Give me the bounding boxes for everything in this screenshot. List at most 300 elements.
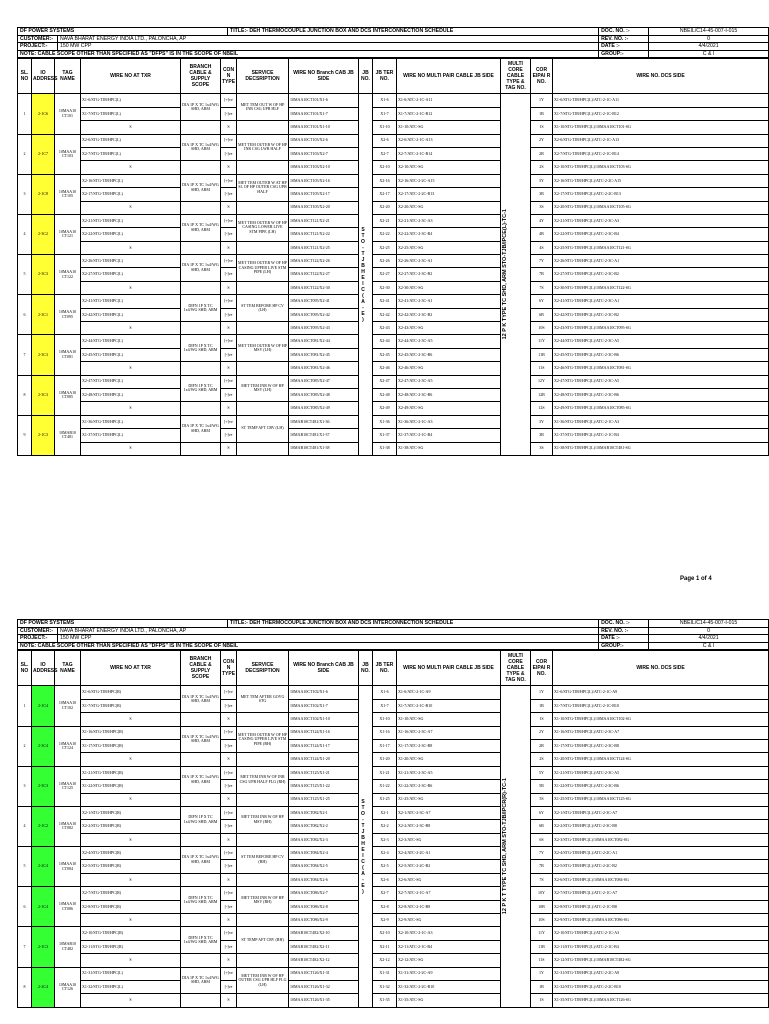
wire-no-branch: 10MAA10CT105/X2-17 (289, 188, 359, 201)
core-pair-no: 1B (531, 699, 553, 712)
wire-no-branch: 10MAA10CT082/X2-3 (289, 833, 359, 846)
col-header-branch: BRANCH CABLE & SUPPLY SCOPE (181, 651, 221, 686)
service-description: MET TEM OUTER W OF HP MSV (LH) (237, 335, 289, 362)
jb-terminal: X1-17 (373, 739, 397, 752)
document-title: TITLE:- DEH THERMOCOUPLE JUNCTION BOX AND DCS INTERCONNECTION SCHEDULE (228, 28, 599, 36)
col-header-wire_multi: WIRE NO MULTI PAIR CABLE JB SIDE (397, 651, 501, 686)
core-pair-no: 5Y (531, 766, 553, 779)
wire-no-txr: X1-36/STG-TJB/HPC(L) (81, 415, 181, 428)
core-pair-no: 3Y (531, 415, 553, 428)
wire-no-multipair: X1-17/ATC-2-3C-B8 (397, 739, 501, 752)
jb-terminal: X2-21 (373, 214, 397, 227)
branch-cable-shield (181, 201, 221, 214)
branch-cable-shield (181, 793, 221, 806)
branch-cable-shield (181, 402, 221, 415)
branch-cable: DIA 1P X TC 1x4/WG SHD, ARM (181, 214, 221, 241)
jb-terminal: X1-35 (373, 994, 397, 1007)
wire-no-branch: 10MAA10CT101/X1-6 (289, 94, 359, 107)
table-row (18, 188, 769, 201)
wire-no-branch: 10MAA10CT085/X2-48 (289, 388, 359, 401)
wire-no-branch: 10MAA10CT081/X2-46 (289, 362, 359, 375)
tag-name: 10MAA10 CT125 (55, 766, 81, 806)
wire-no-multipair: X2-7/ATC-2-1C-B14 (397, 147, 501, 160)
branch-cable: DIA 1P X TC 1x4/WG SHD, ARM (181, 174, 221, 201)
core-pair-no: 1Y (531, 967, 553, 980)
service-description-blank (237, 402, 289, 415)
core-pair-no: 2S (531, 161, 553, 174)
wire-no-branch: 10MAA10CT121/X2-22 (289, 228, 359, 241)
jb-terminal: X1-25 (373, 793, 397, 806)
wire-no-dcs: X1-6/STG-TJB/HPC(L)/ATC-2-1C-A9 (553, 686, 769, 699)
branch-cable: DIA 1P X TC 1x4/WG SHD, ARM (181, 255, 221, 282)
jb-terminal: X2-26 (373, 255, 397, 268)
service-description: MET TEM OUTER W OF HP CASING UPPER LIVE STM PIPE (RH) (237, 726, 289, 753)
wire-no-dcs: X2-9/STG-TJB/HPC(L)/10MAA10CT086-SG (553, 914, 769, 927)
branch-cable: DIFN 1P X TC 1x4/WG SHD, ARM (181, 295, 221, 322)
wire-no-txr: S (81, 161, 181, 174)
wire-no-dcs: X2-7/STG-TJB/HPC(L)/ATC-2-1C-A7 (553, 887, 769, 900)
connection-type: [-]ve (221, 107, 237, 120)
connection-type: S (221, 442, 237, 455)
wire-no-txr: X1-6/STG-TJB/HPC(L) (81, 94, 181, 107)
connection-type: [+]ve (221, 887, 237, 900)
branch-cable: DIFN 1P X TC 1x4/WG SHD, ARM (181, 335, 221, 362)
connection-type: S (221, 793, 237, 806)
wire-no-branch: 10MAA10CT124/X1-16 (289, 726, 359, 739)
jb-terminal: X1-10 (373, 713, 397, 726)
jb-terminal: X1-7 (373, 107, 397, 120)
branch-cable-shield (181, 713, 221, 726)
wire-no-multipair: X1-7/ATC-2-1C-B10 (397, 699, 501, 712)
wire-no-branch: 10MAA10CT081/X2-45 (289, 348, 359, 361)
wire-no-multipair: X2-8/ATC-2-1C-B8 (397, 900, 501, 913)
table-row (18, 442, 769, 455)
core-pair-no: 2B (531, 739, 553, 752)
jb-terminal: X1-37 (373, 429, 397, 442)
wire-no-dcs: X2-25/STG-TJB/HPC(L)/10MAA10CT121-SG (553, 241, 769, 254)
core-pair-no: 10Y (531, 887, 553, 900)
wire-no-dcs: X2-10/STG-TJB/HPC(L)/ATC-2-1C-A3 (553, 927, 769, 940)
core-pair-no: 1B (531, 107, 553, 120)
connection-type: [+]ve (221, 174, 237, 187)
connection-type: [-]ve (221, 940, 237, 953)
core-pair-no: 12B (531, 388, 553, 401)
core-pair-no: 1S (531, 994, 553, 1007)
sl-no: 3 (18, 766, 32, 806)
wire-no-dcs: X1-25/STG-TJB/HPC(L)/10MAA10CT125-SG (553, 793, 769, 806)
table-row (18, 362, 769, 375)
wire-no-txr: X2-10/STG-TJB/HPC(R) (81, 927, 181, 940)
customer-label: CUSTOMER:- (18, 627, 58, 635)
io-address: 2-1C2 (32, 806, 55, 846)
wire-no-branch: 10MAB10CT481/X1-37 (289, 429, 359, 442)
table-row (18, 713, 769, 726)
wire-no-txr: X2-17/STG-TJB/HPC(L) (81, 188, 181, 201)
core-pair-no: 4Y (531, 214, 553, 227)
wire-no-txr: X2-11/STG-TJB/HPC(R) (81, 940, 181, 953)
wire-no-multipair: X2-49/ATC-SG (397, 402, 501, 415)
core-pair-no: 10S (531, 914, 553, 927)
connection-type: [+]ve (221, 335, 237, 348)
table-row (18, 134, 769, 147)
service-description: MET TEM OUTER W OF HP CASING UPPER LIVE STM PIPE (LH) (237, 255, 289, 282)
connection-type: [+]ve (221, 726, 237, 739)
io-address: 2-3C3 (32, 255, 55, 295)
wire-no-dcs: X2-48/STG-TJB/HPC(L)/ATC-2-3C-B6 (553, 388, 769, 401)
jb-terminal: X2-48 (373, 388, 397, 401)
wire-no-branch: 10MAA10CT085/X2-49 (289, 402, 359, 415)
wire-no-dcs: X2-42/STG-TJB/HPC(L)/ATC-2-3C-B2 (553, 308, 769, 321)
wire-no-txr: X2-4/STG-TJB/HPC(R) (81, 847, 181, 860)
wire-no-branch: 10MAA10CT105/X2-20 (289, 201, 359, 214)
jb-terminal: X2-16 (373, 174, 397, 187)
wire-no-branch: 10MAA10CT122/X2-27 (289, 268, 359, 281)
col-header-contype: CON N TYPE (221, 59, 237, 94)
io-address: 2-3C1 (32, 295, 55, 335)
wire-no-branch: 10MAA10CT101/X1-7 (289, 107, 359, 120)
core-pair-no: 11S (531, 954, 553, 967)
connection-type: S (221, 121, 237, 134)
branch-cable: DIA 1P X TC 1x4/WG SHD, ARM (181, 766, 221, 793)
multicore-cable (501, 686, 531, 1007)
table-row (18, 780, 769, 793)
connection-type: [+]ve (221, 686, 237, 699)
jb-terminal: X2-17 (373, 188, 397, 201)
col-header-jbno: JB NO. (359, 59, 373, 94)
table-row (18, 967, 769, 980)
wire-no-multipair: X1-20/ATC-SG (397, 753, 501, 766)
wire-no-multipair: X2-26/ATC-2-3C-A1 (397, 255, 501, 268)
wire-no-txr: S (81, 793, 181, 806)
wire-no-txr: X2-27/STG-TJB/HPC(L) (81, 268, 181, 281)
sl-no: 6 (18, 887, 32, 927)
service-description-blank (237, 833, 289, 846)
core-pair-no: 1S (531, 713, 553, 726)
connection-type: [-]ve (221, 739, 237, 752)
wire-no-multipair: X2-20/ATC-SG (397, 201, 501, 214)
branch-cable-shield (181, 362, 221, 375)
wire-no-branch: 10MAA10CT122/X2-30 (289, 281, 359, 294)
wire-no-branch: 10MAA10CT082/X2-2 (289, 820, 359, 833)
wire-no-txr: X2-48/STG-TJB/HPC(L) (81, 388, 181, 401)
wire-no-txr: X2-7/STG-TJB/HPC(L) (81, 147, 181, 160)
wire-no-txr: X2-1/STG-TJB/HPC(R) (81, 806, 181, 819)
branch-cable: DIA 1P X TC 1x4/WG SHD, ARM (181, 847, 221, 874)
branch-cable: DIA 1P X TC 1x4/WG SHD, ARM (181, 967, 221, 994)
tag-name: 10MAA10 CT121 (55, 214, 81, 254)
wire-no-multipair: X1-38/ATC-SG (397, 442, 501, 455)
customer-value: NAVA BHARAT ENERGY INDIA LTD., PALONCHA, AP (58, 627, 599, 635)
service-description-blank (237, 241, 289, 254)
table-row (18, 699, 769, 712)
wire-no-dcs: X1-22/STG-TJB/HPC(L)/ATC-2-3C-B6 (553, 780, 769, 793)
wire-no-txr: X2-8/STG-TJB/HPC(R) (81, 900, 181, 913)
col-header-wire_branch: WIRE NO Branch CAB JB SIDE (289, 59, 359, 94)
sl-no: 1 (18, 94, 32, 134)
service-description: MET TEM OUTER W OF HP CASING LOWER LIVE STM PIPE (LH) (237, 214, 289, 241)
customer-label: CUSTOMER:- (18, 35, 58, 43)
wire-no-branch: 10MAB10CT482/X2-10 (289, 927, 359, 940)
connection-type: S (221, 833, 237, 846)
wire-no-multipair: X2-27/ATC-2-3C-B2 (397, 268, 501, 281)
io-address: 2-2C4 (32, 967, 55, 1007)
col-header-wire_dcs: WIRE NO. DCS SIDE (553, 59, 769, 94)
connection-type: [-]ve (221, 308, 237, 321)
wire-no-branch: 10MAA10CT124/X1-20 (289, 753, 359, 766)
wire-no-multipair: X1-6/ATC-2-1C-A11 (397, 94, 501, 107)
branch-cable: DIA 1P X TC 1x4/WG SHD, ARM (181, 686, 221, 713)
table-row (18, 940, 769, 953)
wire-no-txr: S (81, 362, 181, 375)
wire-no-branch: 10MAA10CT126/X1-32 (289, 980, 359, 993)
jb-number-text: STO-TJBHEIC(A-E) (360, 798, 366, 895)
wire-no-dcs: X2-2/STG-TJB/HPC(L)/ATC-2-3C-B8 (553, 820, 769, 833)
doc-no-label: DOC. NO. :- (599, 28, 649, 36)
wire-no-multipair: X2-43/ATC-SG (397, 322, 501, 335)
connection-type: [-]ve (221, 900, 237, 913)
branch-cable-shield (181, 442, 221, 455)
wire-no-branch: 10MAA10CT084/X2-6 (289, 873, 359, 886)
core-pair-no: 2B (531, 147, 553, 160)
wire-no-dcs: X1-35/STG-TJB/HPC(L)/10MAA10CT126-SG (553, 994, 769, 1007)
connection-type: S (221, 873, 237, 886)
wire-no-branch: 10MAA10CT125/X1-22 (289, 780, 359, 793)
wire-no-dcs: X2-7/STG-TJB/HPC(L)/ATC-2-1C-B14 (553, 147, 769, 160)
wire-no-dcs: X1-16/STG-TJB/HPC(L)/ATC-2-3C-A7 (553, 726, 769, 739)
wire-no-txr: X1-21/STG-TJB/HPC(R) (81, 766, 181, 779)
rev-value: 0 (649, 627, 769, 635)
jb-terminal: X2-49 (373, 402, 397, 415)
branch-cable-shield (181, 322, 221, 335)
company-name: DF POWER SYSTEMS (18, 620, 228, 628)
doc-header (17, 619, 769, 650)
table-row (18, 255, 769, 268)
connection-type: S (221, 753, 237, 766)
io-address: 2-1C3 (32, 927, 55, 967)
connection-type: S (221, 713, 237, 726)
table-row (18, 739, 769, 752)
wire-no-txr: S (81, 873, 181, 886)
branch-cable: DIFN 1P X TC 1x4/WG SHD, ARM (181, 887, 221, 914)
table-row (18, 121, 769, 134)
wire-no-multipair: X1-32/ATC-2-2C-B10 (397, 980, 501, 993)
wire-no-multipair: X1-25/ATC-SG (397, 793, 501, 806)
service-description-blank (237, 322, 289, 335)
sl-no: 8 (18, 375, 32, 415)
wire-no-txr: S (81, 994, 181, 1007)
sl-no: 4 (18, 214, 32, 254)
wire-no-dcs: X1-6/STG-TJB/HPC(L)/ATC-2-1C-A11 (553, 94, 769, 107)
wire-no-branch: 10MAA10CT085/X2-47 (289, 375, 359, 388)
io-address: 2-1C8 (32, 174, 55, 214)
connection-type: S (221, 322, 237, 335)
connection-type: [+]ve (221, 295, 237, 308)
col-header-jbno: JB NO. (359, 651, 373, 686)
table-row (18, 847, 769, 860)
core-pair-no: 7Y (531, 847, 553, 860)
table-row (18, 793, 769, 806)
table-row (18, 887, 769, 900)
branch-cable-shield (181, 994, 221, 1007)
wire-no-txr: X2-22/STG-TJB/HPC(L) (81, 228, 181, 241)
service-description-blank (237, 201, 289, 214)
core-pair-no: 7B (531, 860, 553, 873)
branch-cable: DIA 1P X TC 1x4/WG SHD, ARM (181, 726, 221, 753)
service-description: ST TEMP AFT CRV (RH) (237, 927, 289, 954)
wire-no-branch: 10MAA10CT102/X1-10 (289, 713, 359, 726)
wire-no-txr: X1-6/STG-TJB/HPC(R) (81, 686, 181, 699)
wire-no-dcs: X1-37/STG-TJB/HPC(L)/ATC-2-1C-B4 (553, 429, 769, 442)
date-label: DATE :- (599, 635, 649, 643)
wire-no-dcs: X2-41/STG-TJB/HPC(L)/ATC-2-3C-A1 (553, 295, 769, 308)
col-header-corepair: COR EIPAI R NO. (531, 59, 553, 94)
wire-no-branch: 10MAA10CT095/X2-42 (289, 308, 359, 321)
tag-name: 10MAA10 CT101 (55, 94, 81, 134)
service-description: MET TEM INR W OF HP MSV (LH) (237, 375, 289, 402)
sl-no: 7 (18, 927, 32, 967)
service-description: MET TEM OUT W OF HP INR CSG UPR HLF (237, 94, 289, 121)
jb-terminal: X2-11 (373, 940, 397, 953)
core-pair-no: 10B (531, 900, 553, 913)
table-row (18, 388, 769, 401)
core-pair-no: 3B (531, 188, 553, 201)
tag-name: 10MAA10 CT082 (55, 806, 81, 846)
core-pair-no: 11Y (531, 335, 553, 348)
wire-no-multipair: X2-25/ATC-SG (397, 241, 501, 254)
wire-no-branch: 10MAA10CT084/X2-4 (289, 847, 359, 860)
wire-no-multipair: X1-36/ATC-2-1C-A3 (397, 415, 501, 428)
table-row (18, 94, 769, 107)
wire-no-dcs: X2-11/STG-TJB/HPC(L)/ATC-2-1C-B4 (553, 940, 769, 953)
connection-type: [-]ve (221, 228, 237, 241)
io-address: 2-1C4 (32, 686, 55, 726)
io-address: 2-3C3 (32, 766, 55, 806)
branch-cable: DIA 1P X TC 1x4/WG SHD, ARM (181, 94, 221, 121)
wire-no-dcs: X1-10/STG-TJB/HPC(L)/10MAA10CT101-SG (553, 121, 769, 134)
core-pair-no: 1Y (531, 94, 553, 107)
service-description-blank (237, 161, 289, 174)
wire-no-txr: X2-47/STG-TJB/HPC(L) (81, 375, 181, 388)
wire-no-branch: 10MAA10CT125/X1-25 (289, 793, 359, 806)
wire-no-txr: X1-7/STG-TJB/HPC(L) (81, 107, 181, 120)
core-pair-no: 3B (531, 429, 553, 442)
branch-cable-shield (181, 753, 221, 766)
jb-number-text: STO-TJBHEIC(A-E) (360, 226, 366, 323)
connection-type: [+]ve (221, 415, 237, 428)
col-header-jbter: JB TER NO. (373, 651, 397, 686)
col-header-service: SERVICE DECSRIPTION (237, 59, 289, 94)
connection-type: S (221, 241, 237, 254)
connection-type: [-]ve (221, 820, 237, 833)
core-pair-no: 1Y (531, 686, 553, 699)
wire-no-txr: S (81, 954, 181, 967)
sheet-page-1 (17, 27, 768, 456)
connection-type: S (221, 281, 237, 294)
wire-no-dcs: X1-21/STG-TJB/HPC(L)/ATC-2-3C-A5 (553, 766, 769, 779)
wire-no-multipair: X2-3/ATC-SG (397, 833, 501, 846)
table-row (18, 295, 769, 308)
sl-no: 8 (18, 967, 32, 1007)
core-pair-no: 5S (531, 793, 553, 806)
core-pair-no: 7B (531, 268, 553, 281)
service-description: MET TEM OUTER W AT HP SL OF HP OUTER CSG UPR HALF (237, 174, 289, 201)
col-header-wire_multi: WIRE NO MULTI PAIR CABLE JB SIDE (397, 59, 501, 94)
core-pair-no: 7S (531, 281, 553, 294)
wire-no-dcs: X1-20/STG-TJB/HPC(L)/10MAA10CT124-SG (553, 753, 769, 766)
tag-name: 10MAA10 CT105 (55, 174, 81, 214)
tag-name: 10MAA10 CT081 (55, 335, 81, 375)
table-row (18, 161, 769, 174)
company-name: DF POWER SYSTEMS (18, 28, 228, 36)
wire-no-multipair: X2-4/ATC-2-2C-A1 (397, 847, 501, 860)
wire-no-txr: X1-37/STG-TJB/HPC(L) (81, 429, 181, 442)
wire-no-multipair: X2-11/ATC-2-1C-B4 (397, 940, 501, 953)
table-header-row (18, 59, 769, 94)
table-row (18, 900, 769, 913)
core-pair-no: 6S (531, 833, 553, 846)
wire-no-txr: X2-16/STG-TJB/HPC(L) (81, 174, 181, 187)
col-header-jbter: JB TER NO. (373, 59, 397, 94)
wire-no-branch: 10MAB10CT482/X2-11 (289, 940, 359, 953)
core-pair-no: 11Y (531, 927, 553, 940)
branch-cable-shield (181, 954, 221, 967)
service-description: MET TEM AFTER GOVG STG (237, 686, 289, 713)
connection-type: [-]ve (221, 860, 237, 873)
service-description: MET TEM INR W OF HP OUTER CSG UPR HLF FLG (LH) (237, 967, 289, 994)
sl-no: 7 (18, 335, 32, 375)
wire-no-multipair: X2-21/ATC-2-3C-A3 (397, 214, 501, 227)
wire-no-txr: X2-45/STG-TJB/HPC(L) (81, 348, 181, 361)
jb-terminal: X2-1 (373, 806, 397, 819)
branch-cable: DIFN 1P X TC 1x4/WG SHD, ARM (181, 927, 221, 954)
sl-no: 3 (18, 174, 32, 214)
wire-no-multipair: X2-16/ATC-2-2C-A15 (397, 174, 501, 187)
interconnection-table (17, 58, 769, 456)
doc-no-value: NBEIL/C14-45-007-I-015 (649, 28, 769, 36)
wire-no-dcs: X2-46/STG-TJB/HPC(L)/10MAA10CT081-SG (553, 362, 769, 375)
core-pair-no: 11B (531, 348, 553, 361)
note-text: NOTE: CABLE SCOPE OTHER THAN SPECIFIED AS "DFPS" IS IN THE SCOPE OF NBEIL (18, 642, 599, 650)
connection-type: [-]ve (221, 268, 237, 281)
table-row (18, 766, 769, 779)
connection-type: [-]ve (221, 780, 237, 793)
connection-type: [-]ve (221, 388, 237, 401)
core-pair-no: 1B (531, 980, 553, 993)
table-row (18, 228, 769, 241)
io-address: 2-3C4 (32, 726, 55, 766)
wire-no-multipair: X1-16/ATC-2-3C-A7 (397, 726, 501, 739)
core-pair-no: 6B (531, 308, 553, 321)
service-description-blank (237, 713, 289, 726)
wire-no-txr: S (81, 322, 181, 335)
col-header-tag: TAG NAME (55, 651, 81, 686)
sl-no: 2 (18, 134, 32, 174)
wire-no-dcs: X2-45/STG-TJB/HPC(L)/ATC-2-3C-B6 (553, 348, 769, 361)
jb-terminal: X1-38 (373, 442, 397, 455)
service-description-blank (237, 873, 289, 886)
project-label: PROJECT:- (18, 43, 58, 51)
connection-type: [+]ve (221, 375, 237, 388)
jb-terminal: X1-6 (373, 686, 397, 699)
sl-no: 1 (18, 686, 32, 726)
wire-no-multipair: X2-46/ATC-SG (397, 362, 501, 375)
col-header-service: SERVICE DECSRIPTION (237, 651, 289, 686)
jb-terminal: X2-4 (373, 847, 397, 860)
table-row (18, 147, 769, 160)
jb-terminal: X2-8 (373, 900, 397, 913)
core-pair-no: 5B (531, 780, 553, 793)
branch-cable-shield (181, 241, 221, 254)
